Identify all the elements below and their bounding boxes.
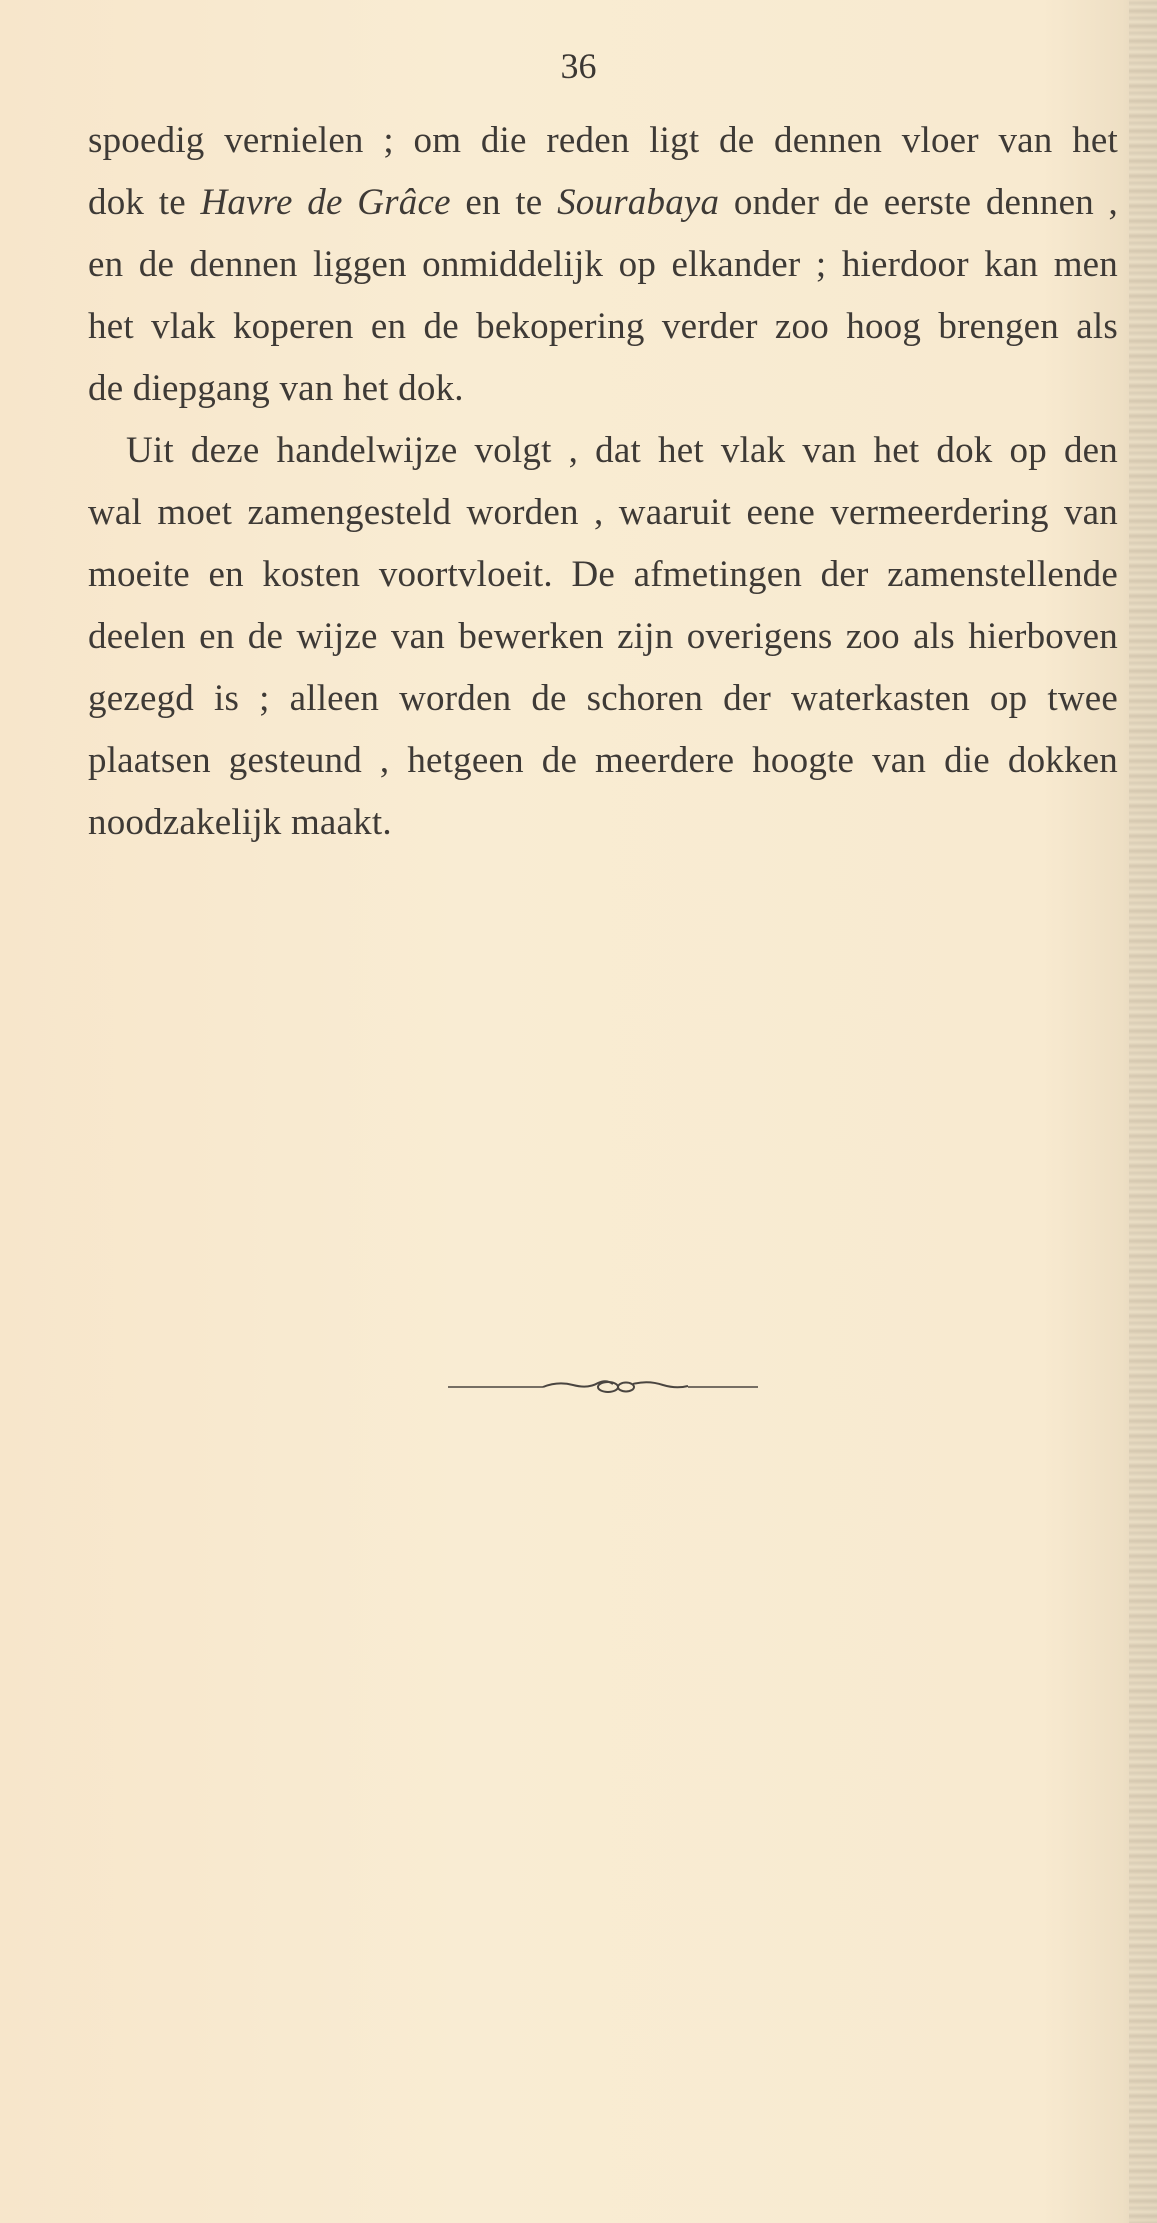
text-line: moeite en kosten voortvloeit. De afmetingen der zamenstellende (88, 554, 1118, 595)
text-span: dok te (88, 182, 201, 223)
text-line: wal moet zamengesteld worden , waaruit eene vermeerdering van (88, 492, 1118, 533)
text-line: plaatsen gesteund , hetgeen de meerdere hoogte van die dokken (88, 740, 1118, 781)
text-line: noodzakelijk maakt. (88, 802, 392, 843)
tailpiece-ornament-icon (448, 1372, 758, 1402)
text-line: spoedig vernielen ; om die reden ligt de dennen vloer van het (88, 120, 1118, 161)
page-edge (1129, 0, 1157, 2223)
place-name-sourabaya: Sourabaya (557, 182, 720, 223)
text-line: en de dennen liggen onmiddelijk op elkander ; hierdoor kan men (88, 244, 1118, 285)
text-span: onder de eerste dennen , (719, 182, 1119, 223)
text-line (88, 172, 1118, 234)
text-line: de diepgang van het dok. (88, 368, 464, 409)
paragraph-2 (88, 420, 1118, 854)
text-line: het vlak koperen en de bekopering verder zoo hoog brengen als (88, 306, 1118, 347)
paragraph-1 (88, 110, 1118, 420)
place-name-havre: Havre de Grâce (200, 182, 451, 223)
text-span: en te (450, 182, 558, 223)
body-text (88, 110, 1118, 854)
text-line: deelen en de wijze van bewerken zijn overigens zoo als hierboven (88, 616, 1118, 657)
text-line: gezegd is ; alleen worden de schoren der waterkasten op twee (88, 678, 1118, 719)
page-number: 36 (560, 46, 597, 86)
text-line: Uit deze handelwijze volgt , dat het vlak van het dok op den (126, 430, 1118, 471)
